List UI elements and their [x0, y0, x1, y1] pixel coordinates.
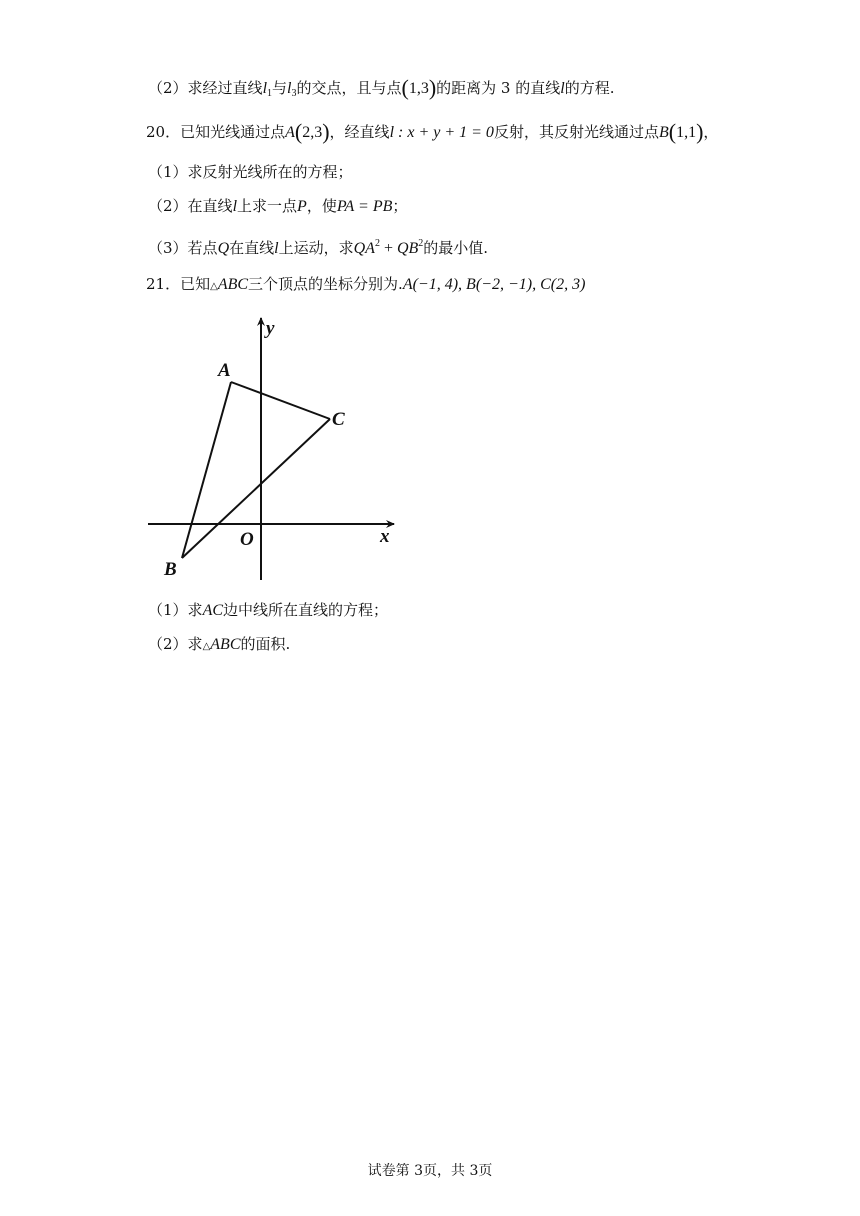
y-axis-label: y	[266, 318, 275, 339]
q21-stem: 21．已知△ABC三个顶点的坐标分别为.A(−1, 4), B(−2, −1), C(2, 3)	[146, 275, 586, 293]
vertex-b-label: B	[164, 559, 177, 580]
triangle-coordinate-figure	[140, 312, 410, 584]
side-bc	[182, 419, 330, 558]
q20-stem: 20．已知光线通过点A(2,3)，经直线l : x + y + 1 = 0反射，其反射光线通过点B(1,1)，	[146, 119, 719, 144]
origin-label: O	[240, 529, 254, 550]
vertex-a-label: A	[218, 360, 231, 381]
q19-part2-num: （2）	[148, 79, 188, 97]
q21-number: 21．	[146, 275, 181, 293]
page-footer: 试卷第 3页，共 3页	[367, 1163, 493, 1179]
q20-part1: （1）求反射光线所在的方程；	[148, 163, 353, 181]
q20-part2: （2）在直线l上求一点P，使PA = PB；	[148, 197, 408, 215]
line-equation: l : x + y + 1 = 0	[389, 124, 494, 141]
point-1-3: (1,3)	[401, 75, 437, 100]
side-ac	[231, 382, 330, 419]
side-ab	[182, 382, 231, 558]
pa-pb-equation: PA = PB	[336, 198, 393, 215]
point-a-coords: (2,3)	[294, 119, 330, 144]
q21-part1: （1）求AC边中线所在直线的方程；	[148, 601, 389, 619]
line-l1: $l_1$	[262, 80, 273, 99]
vertex-coordinates: A(−1, 4), B(−2, −1), C(2, 3)	[402, 276, 586, 293]
triangle-symbol: △	[210, 281, 218, 292]
q21-part2: （2）求△ABC的面积.	[148, 635, 291, 653]
sum-of-squares: $QA^2 + QB^2$	[353, 238, 424, 257]
x-axis-label: x	[380, 526, 390, 547]
q19-part2: （2）求经过直线$l_1$与$l_3$的交点，且与点(1,3)的距离为 3 的直线l的方程.	[148, 75, 615, 100]
line-l3: $l_3$	[287, 80, 297, 99]
q20-part3: （3）若点Q在直线l上运动，求$QA^2 + QB^2$的最小值.	[148, 238, 489, 257]
point-b-coords: (1,1)	[668, 119, 704, 144]
vertex-c-label: C	[332, 409, 345, 430]
q20-number: 20．	[146, 123, 181, 141]
